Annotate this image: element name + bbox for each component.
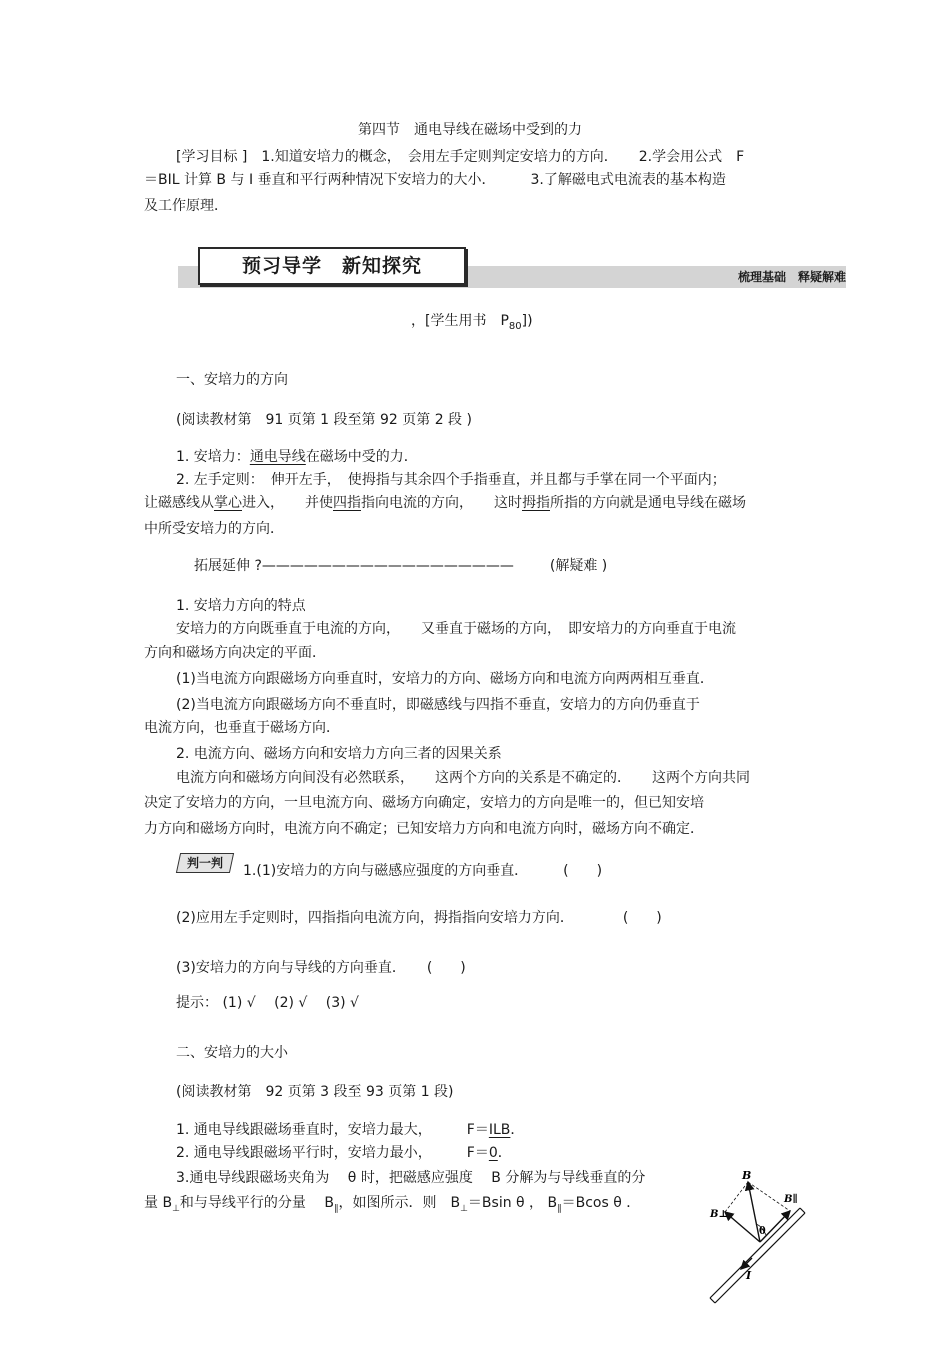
projection-dash-2: [725, 1182, 748, 1212]
s2p3-sub1: ⊥: [172, 1203, 180, 1214]
extend-tail: (解疑难 ): [549, 558, 608, 574]
p2-answer-palm: 掌心: [214, 495, 242, 511]
s2p3-sub4: ∥: [557, 1203, 562, 1214]
judge-icon-text: 判一判: [186, 856, 223, 870]
s2p3-e: ＝Bcos θ ．: [561, 1195, 641, 1211]
judge-answer: 提示： (1) √ (2) √ (3) √: [176, 995, 359, 1011]
extend-item1-point1: (1)当电流方向跟磁场方向垂直时，安培力的方向、磁场方向和电流方向两两相互垂直．: [176, 671, 714, 687]
book-reference-page: 80: [508, 320, 522, 332]
judge-question1: 1.(1)安培力的方向与磁感应强度的方向垂直． ( ): [243, 863, 603, 879]
section-banner-title: 预习导学 新知探究: [198, 247, 466, 285]
extend-item1-point2-line2: 电流方向，也垂直于磁场方向．: [144, 720, 340, 736]
label-b: B: [742, 1169, 752, 1182]
extend-item2-title: 2. 电流方向、磁场方向和安培力方向三者的因果关系: [176, 746, 502, 762]
s2p2-prefix: 2. 通电导线跟磁场平行时，安培力最小， F＝: [176, 1145, 489, 1161]
p2-d: 所指的方向就是通电导线在磁场: [550, 495, 746, 511]
section2-point2: [176, 1144, 512, 1162]
extend-item2-line1: 电流方向和磁场方向间没有必然联系， 这两个方向的关系是不确定的． 这两个方向共同: [176, 770, 750, 786]
section2-reading: (阅读教材第 92 页第 3 段至 93 页第 1 段): [176, 1084, 454, 1100]
section2-heading: 二、安培力的大小: [176, 1045, 288, 1061]
label-b-perp: B⊥: [710, 1209, 729, 1220]
s2p3-sub3: ⊥: [460, 1203, 468, 1214]
book-reference-text: ，[学生用书 P: [411, 313, 509, 329]
extend-item2-line3: 力方向和磁场方向时，电流方向不确定；已知安培力方向和电流方向时，磁场方向不确定．: [144, 821, 704, 837]
page-title: 第四节 通电导线在磁场中受到的力: [358, 122, 582, 138]
extend-item2-line2: 决定了安培力的方向，一旦电流方向、磁场方向确定，安培力的方向是唯一的，但已知安培: [144, 795, 704, 811]
judge-icon: [176, 853, 234, 873]
s2p3-d: ＝Bsin θ ， B: [467, 1195, 558, 1211]
s2p3-a: 量 B: [144, 1195, 173, 1211]
book-reference: [411, 312, 533, 336]
section1-heading: 一、安培力的方向: [176, 372, 288, 388]
label-theta: θ: [759, 1226, 766, 1237]
learning-objectives-line2: ＝BIL 计算 B 与 I 垂直和平行两种情况下安培力的大小． 3.了解磁电式电流表的基本构造: [144, 172, 726, 188]
p2-b: 进入， 并使: [242, 495, 333, 511]
s2p1-answer: ILB: [488, 1122, 511, 1138]
section1-point2-line1: 2. 左手定则： 伸开左手， 使拇指与其余四个手指垂直，并且都与手掌在同一个平面内；: [176, 472, 726, 488]
s2p3-sub2: ∥: [333, 1203, 339, 1214]
section-banner-subtitle: 梳理基础 释疑解难: [737, 270, 846, 284]
s2p3-c: ，如图所示．则 B: [338, 1195, 461, 1211]
section1-point2-line3: 中所受安培力的方向．: [144, 521, 284, 537]
extend-label: 拓展延伸 ?: [194, 558, 262, 574]
point1-answer: 通电导线: [249, 449, 306, 465]
extend-item1-point2-line1: (2)当电流方向跟磁场方向不垂直时，即磁感线与四指不垂直，安培力的方向仍垂直于: [176, 697, 700, 713]
extend-item1-line1: 安培力的方向既垂直于电流的方向， 又垂直于磁场的方向， 即安培力的方向垂直于电流: [176, 621, 736, 637]
judge-question2: (2)应用左手定则时，四指指向电流方向，拇指指向安培力方向． ( ): [176, 910, 662, 926]
section1-point2-line2: [144, 494, 746, 512]
learning-objectives-line3: 及工作原理．: [144, 198, 228, 214]
extend-header: [194, 557, 607, 575]
label-current: I: [746, 1269, 752, 1282]
point1-prefix: 1. 安培力：: [176, 449, 250, 465]
s2p1-prefix: 1. 通电导线跟磁场垂直时，安培力最大， F＝: [176, 1122, 489, 1138]
s2p1-suffix: ．: [510, 1122, 525, 1138]
s2p2-answer: 0: [488, 1145, 498, 1161]
section2-point3-line2: [144, 1194, 640, 1218]
force-decomposition-figure: [704, 1168, 808, 1304]
section2-point3-line1: 3.通电导线跟磁场夹角为 θ 时，把磁感应强度 B 分解为与导线垂直的分: [176, 1170, 646, 1186]
s2p2-suffix: ．: [497, 1145, 512, 1161]
extend-item1-line2: 方向和磁场方向决定的平面．: [144, 645, 326, 661]
s2p3-b: 和与导线平行的分量 B: [179, 1195, 334, 1211]
p2-a: 让磁感线从: [144, 495, 214, 511]
book-reference-tail: ]): [521, 313, 533, 329]
judge-question3: (3)安培力的方向与导线的方向垂直． ( ): [176, 960, 466, 976]
conductor-wire: [710, 1208, 805, 1303]
point1-suffix: 在磁场中受的力．: [305, 449, 418, 465]
p2-answer-fingers: 四指: [333, 495, 361, 511]
p2-answer-thumb: 拇指: [522, 495, 550, 511]
extend-dashes: ——————————————————: [261, 558, 514, 574]
p2-c: 指向电流的方向， 这时: [361, 495, 522, 511]
section1-point1: [176, 448, 418, 466]
section1-reading: (阅读教材第 91 页第 1 段至第 92 页第 2 段 ): [176, 412, 472, 428]
label-b-par: B∥: [784, 1194, 798, 1205]
section2-point1: [176, 1121, 524, 1139]
learning-objectives-line1: [学习目标 ] 1.知道安培力的概念， 会用左手定则判定安培力的方向． 2.学会用公式 F: [176, 149, 745, 165]
extend-item1-title: 1. 安培力方向的特点: [176, 598, 306, 614]
